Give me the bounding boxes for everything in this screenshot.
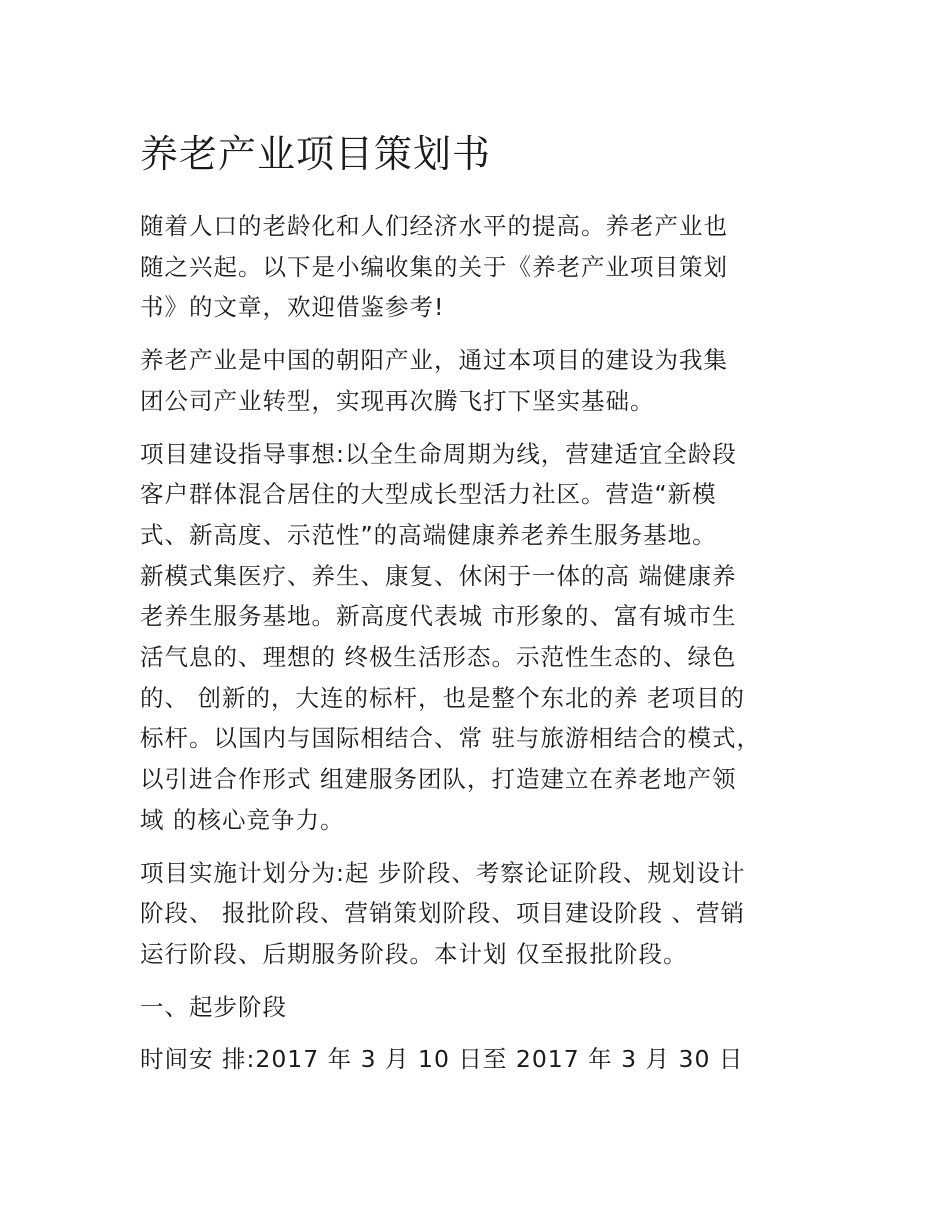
text-line: 新模式集医疗、养生、康复、休闲于一体的高 端健康养 [140, 561, 737, 590]
text-line: 阶段、 报批阶段、营销策划阶段、项目建设阶段 、营销 [140, 899, 745, 928]
guiding-thought-paragraph [140, 434, 815, 841]
text-line: 活气息的、理想的 终极生活形态。示范性生态的、绿色 [140, 643, 737, 672]
text-line: 的、 创新的，大连的标杆，也是整个东北的养 老项目的 [140, 683, 745, 712]
text-line: 运行阶段、后期服务阶段。本计划 仅至报批阶段。 [140, 939, 688, 968]
text-line: 域 的核心竞争力。 [140, 805, 345, 834]
text-line: 书》的文章，欢迎借鉴参考! [140, 293, 445, 322]
document-title: 养老产业项目策划书 [140, 132, 492, 176]
text-line: 客户群体混合居住的大型成长型活力社区。营造“新模 [140, 480, 717, 509]
document-page [140, 128, 815, 1092]
text-line: 老养生服务基地。新高度代表城 市形象的、富有城市生 [140, 602, 737, 631]
text-line: 团公司产业转型，实现再次腾飞打下坚实基础。 [140, 386, 655, 415]
industry-paragraph [140, 340, 815, 421]
implementation-plan-paragraph [140, 853, 815, 975]
text-line: 项目实施计划分为:起 步阶段、考察论证阶段、规划设计 [140, 858, 746, 887]
text-line: 标杆。以国内与国际相结合、常 驻与旅游相结合的模式， [140, 724, 761, 753]
text-line: 式、新高度、示范性”的高端健康养老养生服务基地。 [140, 520, 717, 549]
text-line: 时间安 排:2017 年 3 月 10 日至 2017 年 3 月 30 日 [140, 1045, 744, 1074]
section-heading-start-stage [140, 987, 815, 1028]
text-line: 项目建设指导事想:以全生命周期为线，营建适宜全龄段 [140, 439, 737, 468]
text-line: 养老产业是中国的朝阳产业，通过本项目的建设为我集 [140, 346, 728, 375]
text-line: 以引进合作形式 组建服务团队，打造建立在养老地产领 [140, 765, 737, 794]
text-line: 随之兴起。以下是小编收集的关于《养老产业项目策划 [140, 252, 728, 281]
text-line: 一、起步阶段 [140, 992, 287, 1021]
schedule-paragraph [140, 1039, 815, 1080]
intro-paragraph [140, 206, 815, 328]
text-line: 随着人口的老龄化和人们经济水平的提高。养老产业也 [140, 212, 728, 240]
